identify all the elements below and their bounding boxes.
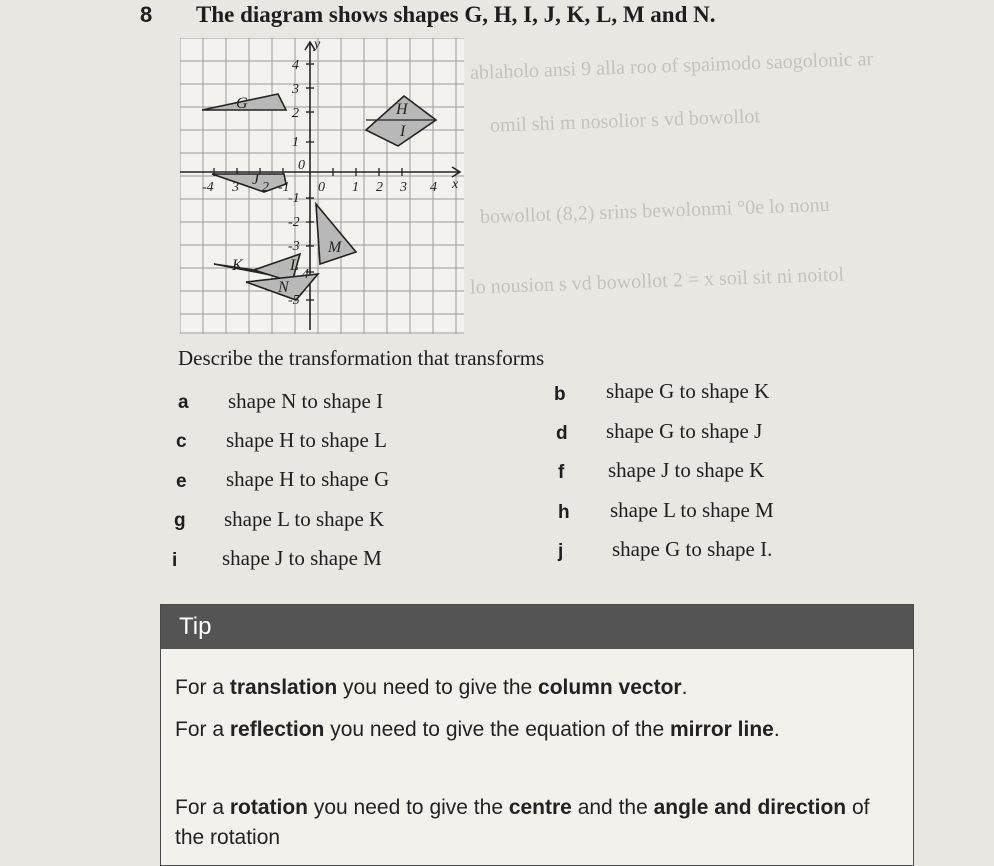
tip-box <box>160 604 914 866</box>
part-text: shape L to shape K <box>224 507 385 531</box>
part-text: shape G to shape K <box>606 379 770 403</box>
part-text: shape G to shape I. <box>612 537 773 561</box>
part-text: shape J to shape M <box>222 546 382 570</box>
tip-text: For a <box>175 676 230 699</box>
tip-text: you need to give the equation of the <box>324 718 670 741</box>
tip-keyword: centre <box>508 796 572 819</box>
tip-keyword: translation <box>229 676 338 699</box>
part-text: shape L to shape M <box>610 498 774 522</box>
y-tick-label: 4 <box>292 58 299 73</box>
grid-svg <box>180 38 464 334</box>
part-text: shape H to shape L <box>226 428 387 452</box>
part-letter: a <box>178 392 189 413</box>
part-text: shape H to shape G <box>226 467 390 491</box>
x-tick-label: -4 <box>202 180 214 195</box>
tip-keyword: column vector <box>538 676 682 699</box>
shape-label-i: I <box>400 123 406 140</box>
shape-label-l: L <box>290 257 299 274</box>
tip-keyword: reflection <box>229 718 325 741</box>
part-text: shape J to shape K <box>608 458 765 482</box>
y-tick-label: 3 <box>292 82 299 97</box>
tip-text: . <box>773 718 780 741</box>
x-axis-label: x <box>452 177 459 192</box>
tip-text: of the rotation <box>175 796 870 849</box>
shape-label-n: N <box>278 279 289 296</box>
tip-line-rotation <box>175 793 895 853</box>
y-axis-label: y <box>314 38 321 52</box>
tip-title: Tip <box>179 613 212 640</box>
coordinate-grid <box>180 38 464 334</box>
tip-keyword: angle and direction <box>653 796 847 819</box>
tip-text: . <box>681 676 688 699</box>
show-through-text: lo nousion s vd bowollot 2 = x soil sit ni noitol <box>469 263 845 299</box>
shape-label-j: J <box>252 171 260 188</box>
y-tick-label: -5 <box>288 293 300 308</box>
part-letter: i <box>172 550 178 571</box>
tip-line-reflection <box>175 715 885 745</box>
part-letter: h <box>558 502 570 523</box>
x-tick-label: 1 <box>352 180 359 195</box>
shape-label-g: G <box>236 95 248 112</box>
part-letter: j <box>558 541 564 562</box>
y-tick-label: 1 <box>292 135 299 150</box>
question-number: 8 <box>140 2 153 27</box>
y-tick-label: 2 <box>292 106 299 121</box>
tip-keyword: mirror line <box>670 718 774 741</box>
show-through-text: ablaholo ansi 9 alla roo of spaimodo saogolonic ar <box>469 47 874 85</box>
shape-label-k: K <box>232 257 243 274</box>
y-tick-label: -1 <box>288 191 300 206</box>
show-through-text: bowollot (8,2) srins bewolonmi °0e lo nonu <box>479 193 830 229</box>
tip-header <box>161 605 913 649</box>
y-tick-label: -2 <box>288 215 300 230</box>
x-tick-label: 2 <box>376 180 383 195</box>
x-tick-label: 0 <box>318 180 325 195</box>
tip-text: you need to give the <box>337 676 539 699</box>
y-tick-label: 4 <box>302 267 309 282</box>
part-letter: g <box>174 510 186 531</box>
y-tick-label: 0 <box>298 158 305 173</box>
part-letter: e <box>176 471 187 492</box>
x-tick-label: 2 <box>262 180 269 195</box>
tip-line-translation <box>175 673 687 703</box>
part-letter: d <box>556 423 568 444</box>
y-tick-label: -3 <box>288 239 300 254</box>
show-through-text: omil s​hi m nosolior s vd bowollot <box>489 105 761 137</box>
tip-text: For a <box>175 796 230 819</box>
part-letter: c <box>176 431 187 452</box>
tip-text: you need to give the <box>308 796 509 819</box>
tip-text: and the <box>571 796 654 819</box>
instruction-text: Describe the transformation that transforms <box>178 346 545 370</box>
part-text: shape G to shape J <box>606 419 763 443</box>
part-letter: b <box>554 384 566 405</box>
question-text: The diagram shows shapes G, H, I, J, K, L, M and N. <box>196 2 716 27</box>
shape-label-h: H <box>396 101 408 118</box>
part-letter: f <box>558 462 565 483</box>
x-tick-label: -1 <box>278 180 290 195</box>
x-tick-label: 3 <box>400 180 407 195</box>
x-tick-label: 3 <box>232 180 239 195</box>
shape-label-m: M <box>328 239 342 256</box>
x-tick-label: 4 <box>430 180 437 195</box>
tip-text: For a <box>175 718 230 741</box>
part-text: shape N to shape I <box>228 389 384 413</box>
tip-keyword: rotation <box>229 796 309 819</box>
